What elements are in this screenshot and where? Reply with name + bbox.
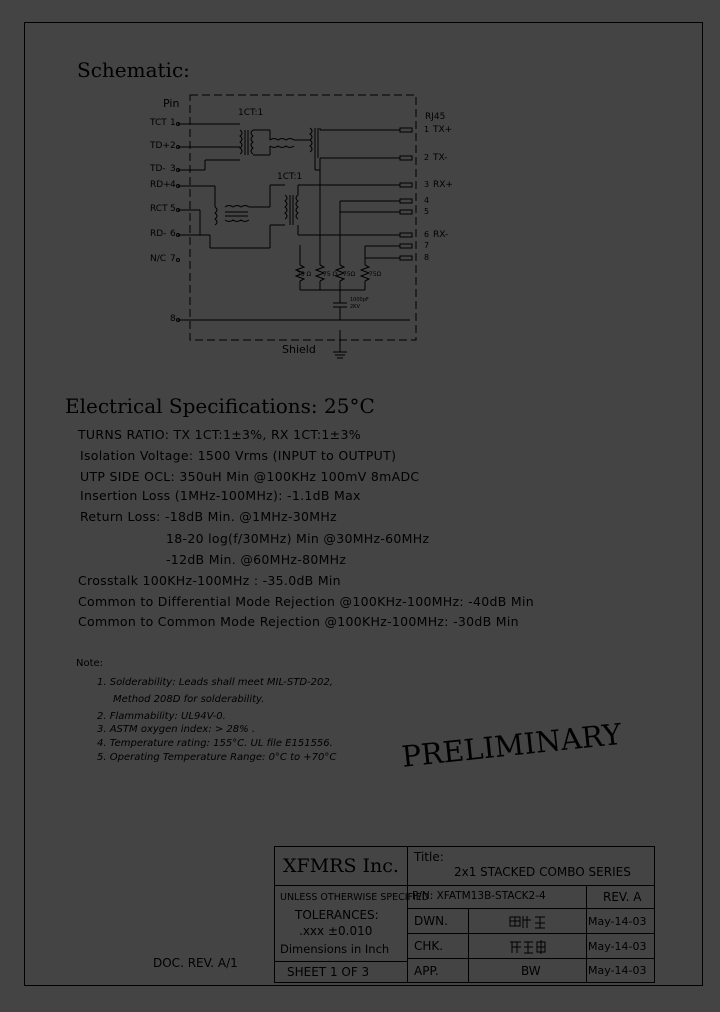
app-value: BW [521, 964, 541, 978]
chk-label: CHK. [414, 939, 444, 953]
schematic-diagram [0, 0, 720, 380]
company-name: XFMRS Inc. [283, 855, 399, 877]
termination-network [296, 158, 400, 320]
spec-line: UTP SIDE OCL: 350uH Min @100KHz 100mV 8mADC [80, 469, 420, 484]
right-pin-num: 2 [424, 153, 430, 162]
note-line: 2. Flammability: UL94V-0. [97, 711, 226, 722]
sheet-number: SHEET 1 OF 3 [287, 965, 370, 979]
tolerance-value: .xxx ±0.010 [299, 924, 373, 938]
dwn-value-cell [468, 908, 587, 934]
resistor-label: 75 Ω [297, 271, 312, 278]
title-cell [407, 846, 655, 886]
right-pin-num: 8 [424, 253, 430, 262]
rev-cell [586, 885, 655, 909]
dwn-label-cell [407, 908, 469, 934]
pn-cell [407, 885, 587, 909]
capacitor-voltage: 2KV [350, 304, 360, 310]
rx-transformer [210, 185, 400, 248]
drawn-by-signature [509, 914, 549, 930]
right-pin-name: TX- [433, 153, 448, 163]
spec-line: Crosstalk 100KHz-100MHz : -35.0dB Min [78, 573, 341, 588]
part-number: P/N: XFATM13B-STACK2-4 [412, 890, 546, 902]
dwn-label: DWN. [414, 914, 448, 928]
resistor-label: 75Ω [369, 271, 382, 278]
shield-label: Shield [282, 343, 316, 356]
rj45-label: RJ45 [425, 112, 446, 122]
spec-line: -12dB Min. @60MHz-80MHz [166, 552, 347, 567]
tx-transformer-ratio: 1CT:1 [238, 108, 264, 118]
doc-revision: DOC. REV. A/1 [153, 956, 238, 970]
note-line: Method 208D for solderability. [113, 694, 265, 705]
left-pin-num: 2 [170, 141, 176, 151]
checked-by-signature [509, 939, 549, 955]
right-pin-num: 5 [424, 207, 430, 216]
note-line: 3. ASTM oxygen index: > 28% . [97, 724, 256, 735]
spec-line: Common to Common Mode Rejection @100KHz-100MHz: -30dB Min [78, 614, 519, 629]
resistor-label: 75Ω [343, 271, 356, 278]
schematic-title: Schematic: [77, 58, 190, 82]
left-pin-name: TD- [150, 164, 166, 174]
left-pin-num: 6 [170, 229, 176, 239]
rx-transformer-ratio: 1CT:1 [277, 172, 303, 182]
chk-date-cell [586, 933, 655, 959]
revision: REV. A [603, 890, 642, 904]
schematic-enclosure [190, 95, 416, 340]
right-pin-num: 6 [424, 230, 430, 239]
resistor-label: 75 Ω [323, 271, 338, 278]
spec-line: 18-20 log(f/30MHz) Min @30MHz-60MHz [166, 531, 430, 546]
app-date: May-14-03 [588, 964, 647, 977]
left-pin-num: 5 [170, 204, 176, 214]
app-value-cell [468, 958, 587, 983]
rj45-pin-markers [177, 123, 413, 322]
preliminary-stamp: PRELIMINARY [400, 716, 624, 774]
right-pin-num: 4 [424, 196, 430, 205]
chk-value-cell [468, 933, 587, 959]
company-cell [274, 846, 408, 886]
chk-label-cell [407, 933, 469, 959]
right-pin-name: RX- [433, 230, 449, 240]
left-pin-num: 3 [170, 164, 176, 174]
left-pin-name: RD+ [150, 180, 171, 190]
left-pin-num: 1 [170, 118, 176, 128]
tx-transformer [240, 128, 400, 158]
title-value: 2x1 STACKED COMBO SERIES [454, 865, 631, 879]
spec-line: Isolation Voltage: 1500 Vrms (INPUT to OUTPUT) [80, 448, 397, 463]
note-line: 5. Operating Temperature Range: 0°C to +70°C [97, 752, 337, 763]
right-pin-num: 1 [424, 125, 430, 134]
right-pin-num: 3 [424, 180, 430, 189]
app-date-cell [586, 958, 655, 983]
app-label-cell [407, 958, 469, 983]
left-pin-num: 7 [170, 254, 176, 264]
spec-line: Common to Differential Mode Rejection @100KHz-100MHz: -40dB Min [78, 594, 534, 609]
left-pin-name: TD+ [150, 141, 170, 151]
left-pin-name: TCT [150, 118, 167, 128]
right-pin-name: TX+ [433, 125, 453, 135]
left-pin-name: RD- [150, 229, 167, 239]
right-pin-name: RX+ [433, 180, 453, 190]
notes-title: Note: [76, 658, 104, 669]
left-pin-wires [178, 124, 410, 320]
spec-line: Insertion Loss (1MHz-100MHz): -1.1dB Max [80, 488, 361, 503]
left-pin-name: RCT [150, 204, 168, 214]
spec-line: TURNS RATIO: TX 1CT:1±3%, RX 1CT:1±3% [78, 427, 361, 442]
tolerances-label: TOLERANCES: [295, 908, 379, 922]
right-pin-num: 7 [424, 241, 430, 250]
electrical-title: Electrical Specifications: 25°C [65, 394, 375, 418]
dwn-date-cell [586, 908, 655, 934]
dwn-date: May-14-03 [588, 915, 647, 928]
sheet-cell [274, 961, 408, 983]
title-label: Title: [414, 850, 444, 864]
chk-date: May-14-03 [588, 940, 647, 953]
spec-line: Return Loss: -18dB Min. @1MHz-30MHz [80, 509, 337, 524]
dimensions-note: Dimensions in Inch [280, 942, 390, 956]
capacitor-value: 1000pF [350, 297, 369, 303]
left-pin-num: 8 [170, 314, 176, 324]
note-line: 1. Solderability: Leads shall meet MIL-STD-202, [97, 677, 333, 688]
app-label: APP. [414, 964, 439, 978]
pin-header: Pin [163, 97, 180, 110]
left-pin-name: N/C [150, 254, 167, 264]
note-line: 4. Temperature rating: 155°C. UL file E151556. [97, 738, 333, 749]
tolerance-heading: UNLESS OTHERWISE SPECIFIED [280, 892, 430, 903]
left-pin-num: 4 [170, 180, 176, 190]
